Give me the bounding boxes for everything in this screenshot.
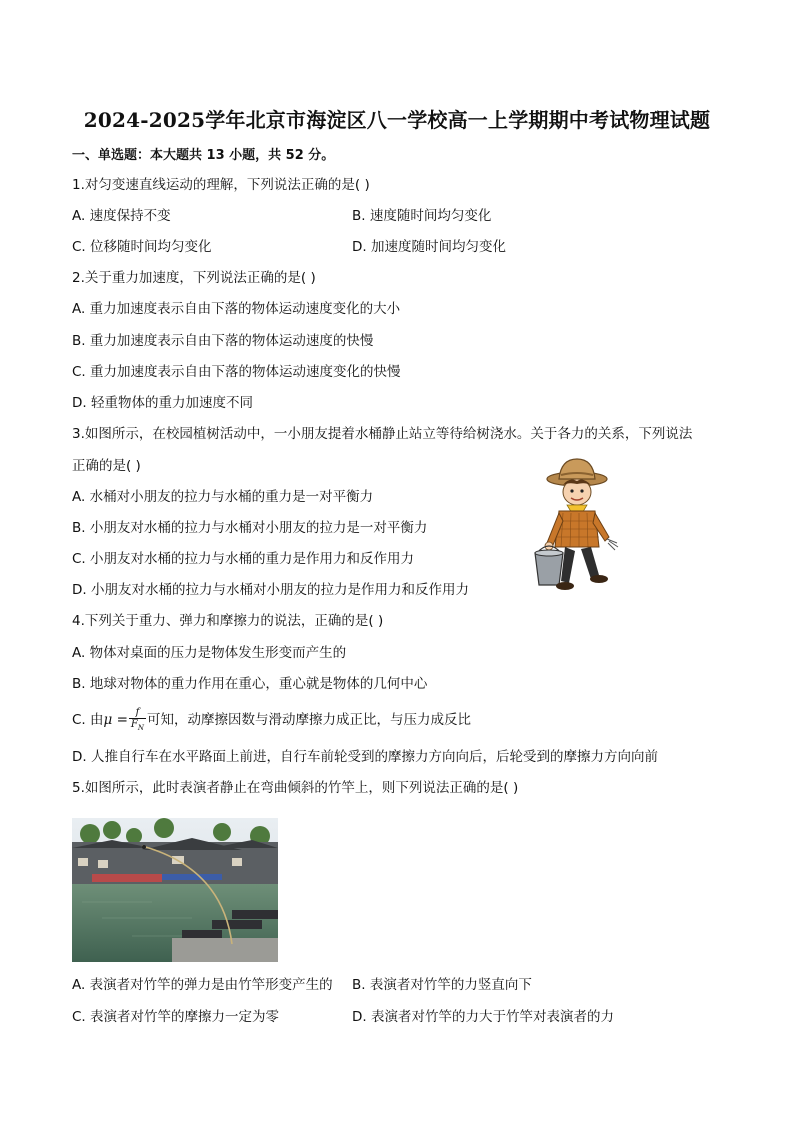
question-2-option-c: C. 重力加速度表示自由下落的物体运动速度变化的快慢	[72, 364, 401, 380]
question-3-stem-line-1: 3.如图所示，在校园植树活动中，一小朋友提着水桶静止站立等待给树浇水。关于各力的关系，下列说法	[72, 426, 693, 442]
denominator-subscript: N	[137, 723, 144, 732]
question-1-option-b: B. 速度随时间均匀变化	[352, 208, 492, 224]
question-4-option-a: A. 物体对桌面的压力是物体发生形变而产生的	[72, 645, 347, 661]
question-3-option-d: D. 小朋友对水桶的拉力与水桶对小朋友的拉力是作用力和反作用力	[72, 582, 469, 598]
question-2-stem: 2.关于重力加速度，下列说法正确的是( )	[72, 270, 316, 286]
question-1-option-a: A. 速度保持不变	[72, 208, 171, 224]
question-4-option-b: B. 地球对物体的重力作用在重心，重心就是物体的几何中心	[72, 676, 428, 692]
question-1-option-c: C. 位移随时间均匀变化	[72, 239, 212, 255]
question-3-option-b: B. 小朋友对水桶的拉力与水桶对小朋友的拉力是一对平衡力	[72, 520, 428, 536]
question-5-option-c: C. 表演者对竹竿的摩擦力一定为零	[72, 1009, 280, 1025]
question-3-option-c: C. 小朋友对水桶的拉力与水桶的重力是作用力和反作用力	[72, 551, 415, 567]
option-c-prefix: C. 由	[72, 712, 104, 728]
denominator-symbol: F	[130, 718, 138, 730]
question-2-option-a: A. 重力加速度表示自由下落的物体运动速度变化的大小	[72, 301, 401, 317]
mu-symbol: μ =	[103, 712, 128, 728]
fraction-numerator: f	[129, 707, 146, 719]
page-title: 2024-2025学年北京市海淀区八一学校高一上学期期中考试物理试题	[83, 108, 711, 132]
question-4-stem: 4.下列关于重力、弹力和摩擦力的说法，正确的是( )	[72, 613, 384, 629]
question-3-stem-line-2: 正确的是( )	[72, 458, 141, 474]
friction-fraction	[129, 707, 146, 734]
fraction-denominator	[129, 719, 146, 734]
question-5-option-b: B. 表演者对竹竿的力竖直向下	[352, 977, 532, 993]
question-1-option-d: D. 加速度随时间均匀变化	[352, 239, 506, 255]
question-3-option-a: A. 水桶对小朋友的拉力与水桶的重力是一对平衡力	[72, 489, 374, 505]
question-5-option-d: D. 表演者对竹竿的力大于竹竿对表演者的力	[352, 1009, 614, 1025]
question-4-option-c	[72, 706, 471, 734]
boy-with-bucket-illustration	[525, 455, 630, 600]
question-4-option-d: D. 人推自行车在水平路面上前进，自行车前轮受到的摩擦力方向向后，后轮受到的摩擦力方向向前	[72, 749, 658, 765]
option-c-suffix: 可知，动摩擦因数与滑动摩擦力成正比，与压力成反比	[146, 712, 471, 728]
section-heading: 一、单选题：本大题共 13 小题，共 52 分。	[72, 148, 335, 163]
bamboo-pole-performance-photo	[72, 818, 278, 962]
question-2-option-b: B. 重力加速度表示自由下落的物体运动速度的快慢	[72, 333, 374, 349]
question-5-stem: 5.如图所示，此时表演者静止在弯曲倾斜的竹竿上，则下列说法正确的是( )	[72, 780, 519, 796]
question-2-option-d: D. 轻重物体的重力加速度不同	[72, 395, 253, 411]
question-5-option-a: A. 表演者对竹竿的弹力是由竹竿形变产生的	[72, 977, 333, 993]
question-1-stem: 1.对匀变速直线运动的理解，下列说法正确的是( )	[72, 177, 370, 193]
